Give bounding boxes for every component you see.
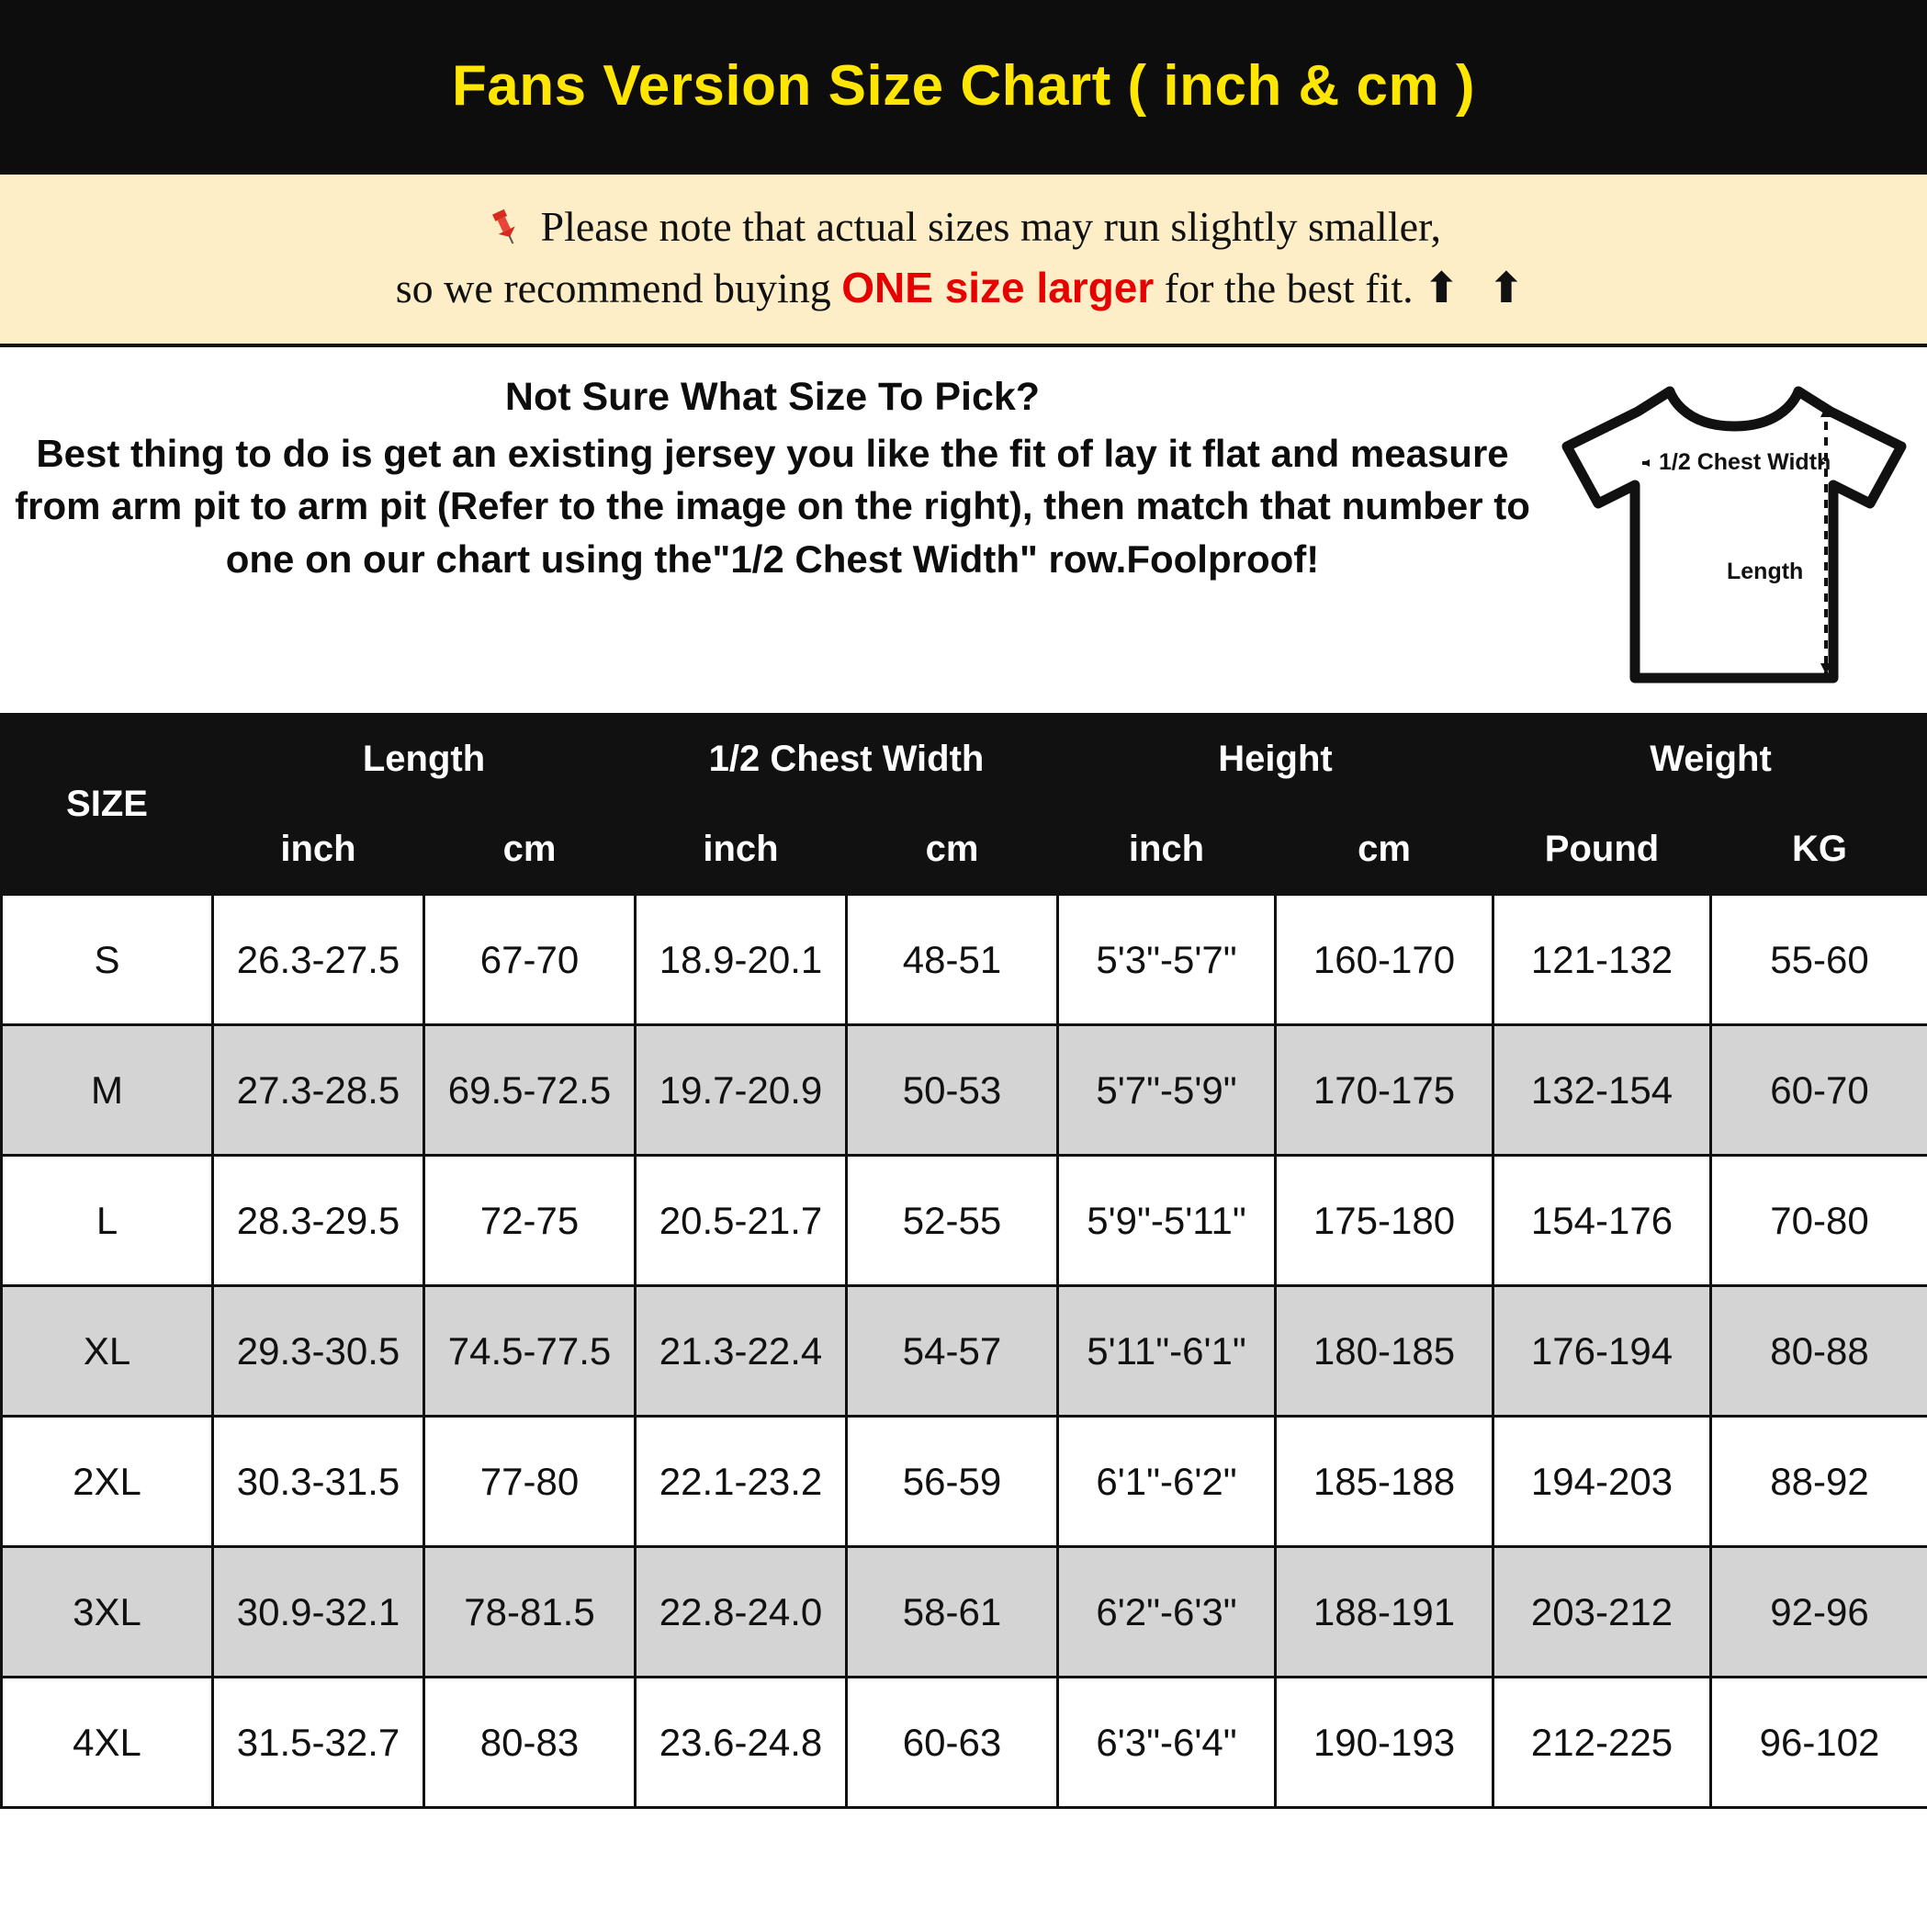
table-group-header-row bbox=[2, 715, 1927, 805]
sub-header-height-inch: inch bbox=[1058, 805, 1276, 895]
help-heading: Not Sure What Size To Pick? bbox=[504, 375, 1041, 420]
help-body: Best thing to do is get an existing jersey you like the fit of lay it flat and measure from arm pit to arm pit (Refer to the image on the right), then match that number to one on our chart using the"1/2 Chest Width" row.Foolproof! bbox=[15, 432, 1530, 581]
help-text-block bbox=[0, 369, 1541, 584]
cell-size: XL bbox=[2, 1286, 213, 1417]
cell-chest-cm: 52-55 bbox=[847, 1156, 1058, 1286]
cell-height-inch: 5'3"-5'7" bbox=[1058, 895, 1276, 1025]
col-header-height: Height bbox=[1058, 715, 1493, 805]
cell-weight-pound: 194-203 bbox=[1493, 1417, 1711, 1547]
table-body bbox=[2, 895, 1927, 1808]
col-header-length: Length bbox=[213, 715, 636, 805]
cell-height-cm: 188-191 bbox=[1276, 1547, 1493, 1678]
cell-height-inch: 6'1"-6'2" bbox=[1058, 1417, 1276, 1547]
cell-length-inch: 28.3-29.5 bbox=[213, 1156, 424, 1286]
cell-height-inch: 6'3"-6'4" bbox=[1058, 1678, 1276, 1808]
cell-height-cm: 190-193 bbox=[1276, 1678, 1493, 1808]
tshirt-diagram-svg bbox=[1550, 375, 1918, 696]
cell-height-inch: 5'9"-5'11" bbox=[1058, 1156, 1276, 1286]
help-section bbox=[0, 347, 1927, 713]
cell-length-cm: 69.5-72.5 bbox=[424, 1025, 636, 1156]
sub-header-weight-pound: Pound bbox=[1493, 805, 1711, 895]
cell-weight-kg: 88-92 bbox=[1711, 1417, 1927, 1547]
cell-chest-cm: 48-51 bbox=[847, 895, 1058, 1025]
col-header-size: SIZE bbox=[2, 715, 213, 895]
note-line-1 bbox=[18, 198, 1909, 260]
cell-weight-pound: 121-132 bbox=[1493, 895, 1711, 1025]
cell-size: 4XL bbox=[2, 1678, 213, 1808]
cell-size: S bbox=[2, 895, 213, 1025]
cell-chest-cm: 60-63 bbox=[847, 1678, 1058, 1808]
cell-length-inch: 30.3-31.5 bbox=[213, 1417, 424, 1547]
note-text-2-suffix: for the best fit. bbox=[1154, 265, 1414, 312]
table-sub-header-row bbox=[2, 805, 1927, 895]
cell-chest-cm: 58-61 bbox=[847, 1547, 1058, 1678]
cell-height-inch: 6'2"-6'3" bbox=[1058, 1547, 1276, 1678]
chest-width-label: 1/2 Chest Width bbox=[1659, 449, 1831, 476]
cell-size: 2XL bbox=[2, 1417, 213, 1547]
cell-height-cm: 185-188 bbox=[1276, 1417, 1493, 1547]
cell-chest-cm: 56-59 bbox=[847, 1417, 1058, 1547]
cell-height-cm: 175-180 bbox=[1276, 1156, 1493, 1286]
cell-length-cm: 77-80 bbox=[424, 1417, 636, 1547]
cell-weight-pound: 132-154 bbox=[1493, 1025, 1711, 1156]
table-row bbox=[2, 1025, 1927, 1156]
cell-chest-inch: 23.6-24.8 bbox=[636, 1678, 847, 1808]
cell-length-inch: 31.5-32.7 bbox=[213, 1678, 424, 1808]
cell-size: M bbox=[2, 1025, 213, 1156]
cell-height-inch: 5'11"-6'1" bbox=[1058, 1286, 1276, 1417]
cell-weight-pound: 203-212 bbox=[1493, 1547, 1711, 1678]
sub-header-length-inch: inch bbox=[213, 805, 424, 895]
cell-weight-kg: 96-102 bbox=[1711, 1678, 1927, 1808]
cell-weight-kg: 60-70 bbox=[1711, 1025, 1927, 1156]
cell-chest-inch: 19.7-20.9 bbox=[636, 1025, 847, 1156]
sub-header-chest-cm: cm bbox=[847, 805, 1058, 895]
cell-height-cm: 170-175 bbox=[1276, 1025, 1493, 1156]
sub-header-height-cm: cm bbox=[1276, 805, 1493, 895]
cell-weight-kg: 70-80 bbox=[1711, 1156, 1927, 1286]
col-header-chest: 1/2 Chest Width bbox=[636, 715, 1058, 805]
cell-chest-inch: 21.3-22.4 bbox=[636, 1286, 847, 1417]
note-text-2-prefix: so we recommend buying bbox=[395, 265, 842, 312]
cell-length-inch: 27.3-28.5 bbox=[213, 1025, 424, 1156]
cell-length-inch: 29.3-30.5 bbox=[213, 1286, 424, 1417]
cell-weight-kg: 55-60 bbox=[1711, 895, 1927, 1025]
cell-length-cm: 72-75 bbox=[424, 1156, 636, 1286]
pushpin-icon bbox=[486, 204, 524, 260]
cell-weight-pound: 212-225 bbox=[1493, 1678, 1711, 1808]
cell-height-cm: 160-170 bbox=[1276, 895, 1493, 1025]
table-row bbox=[2, 1417, 1927, 1547]
cell-chest-cm: 50-53 bbox=[847, 1025, 1058, 1156]
table-head bbox=[2, 715, 1927, 895]
cell-length-cm: 74.5-77.5 bbox=[424, 1286, 636, 1417]
cell-chest-inch: 18.9-20.1 bbox=[636, 895, 847, 1025]
length-label: Length bbox=[1727, 559, 1804, 585]
sub-header-chest-inch: inch bbox=[636, 805, 847, 895]
table-row bbox=[2, 1678, 1927, 1808]
cell-size: 3XL bbox=[2, 1547, 213, 1678]
col-header-weight: Weight bbox=[1493, 715, 1927, 805]
cell-length-cm: 78-81.5 bbox=[424, 1547, 636, 1678]
size-table bbox=[0, 713, 1927, 1809]
cell-length-inch: 30.9-32.1 bbox=[213, 1547, 424, 1678]
cell-height-cm: 180-185 bbox=[1276, 1286, 1493, 1417]
chart-title-bar bbox=[0, 0, 1927, 171]
sub-header-length-cm: cm bbox=[424, 805, 636, 895]
note-emphasis: ONE size larger bbox=[841, 264, 1155, 312]
table-row bbox=[2, 1286, 1927, 1417]
table-row bbox=[2, 895, 1927, 1025]
cell-chest-inch: 22.1-23.2 bbox=[636, 1417, 847, 1547]
table-row bbox=[2, 1547, 1927, 1678]
cell-height-inch: 5'7"-5'9" bbox=[1058, 1025, 1276, 1156]
sub-header-weight-kg: KG bbox=[1711, 805, 1927, 895]
cell-length-cm: 67-70 bbox=[424, 895, 636, 1025]
cell-weight-pound: 154-176 bbox=[1493, 1156, 1711, 1286]
cell-size: L bbox=[2, 1156, 213, 1286]
cell-length-inch: 26.3-27.5 bbox=[213, 895, 424, 1025]
cell-chest-cm: 54-57 bbox=[847, 1286, 1058, 1417]
up-arrows-icon: ⬆ ⬆ bbox=[1424, 263, 1532, 313]
tshirt-diagram bbox=[1541, 369, 1927, 696]
cell-chest-inch: 22.8-24.0 bbox=[636, 1547, 847, 1678]
note-line-2 bbox=[18, 260, 1909, 316]
cell-chest-inch: 20.5-21.7 bbox=[636, 1156, 847, 1286]
note-band bbox=[0, 171, 1927, 347]
cell-weight-pound: 176-194 bbox=[1493, 1286, 1711, 1417]
note-text-1: Please note that actual sizes may run slightly smaller, bbox=[540, 203, 1441, 250]
cell-weight-kg: 80-88 bbox=[1711, 1286, 1927, 1417]
page-title: Fans Version Size Chart ( inch & cm ) bbox=[451, 53, 1476, 118]
table-row bbox=[2, 1156, 1927, 1286]
cell-length-cm: 80-83 bbox=[424, 1678, 636, 1808]
cell-weight-kg: 92-96 bbox=[1711, 1547, 1927, 1678]
